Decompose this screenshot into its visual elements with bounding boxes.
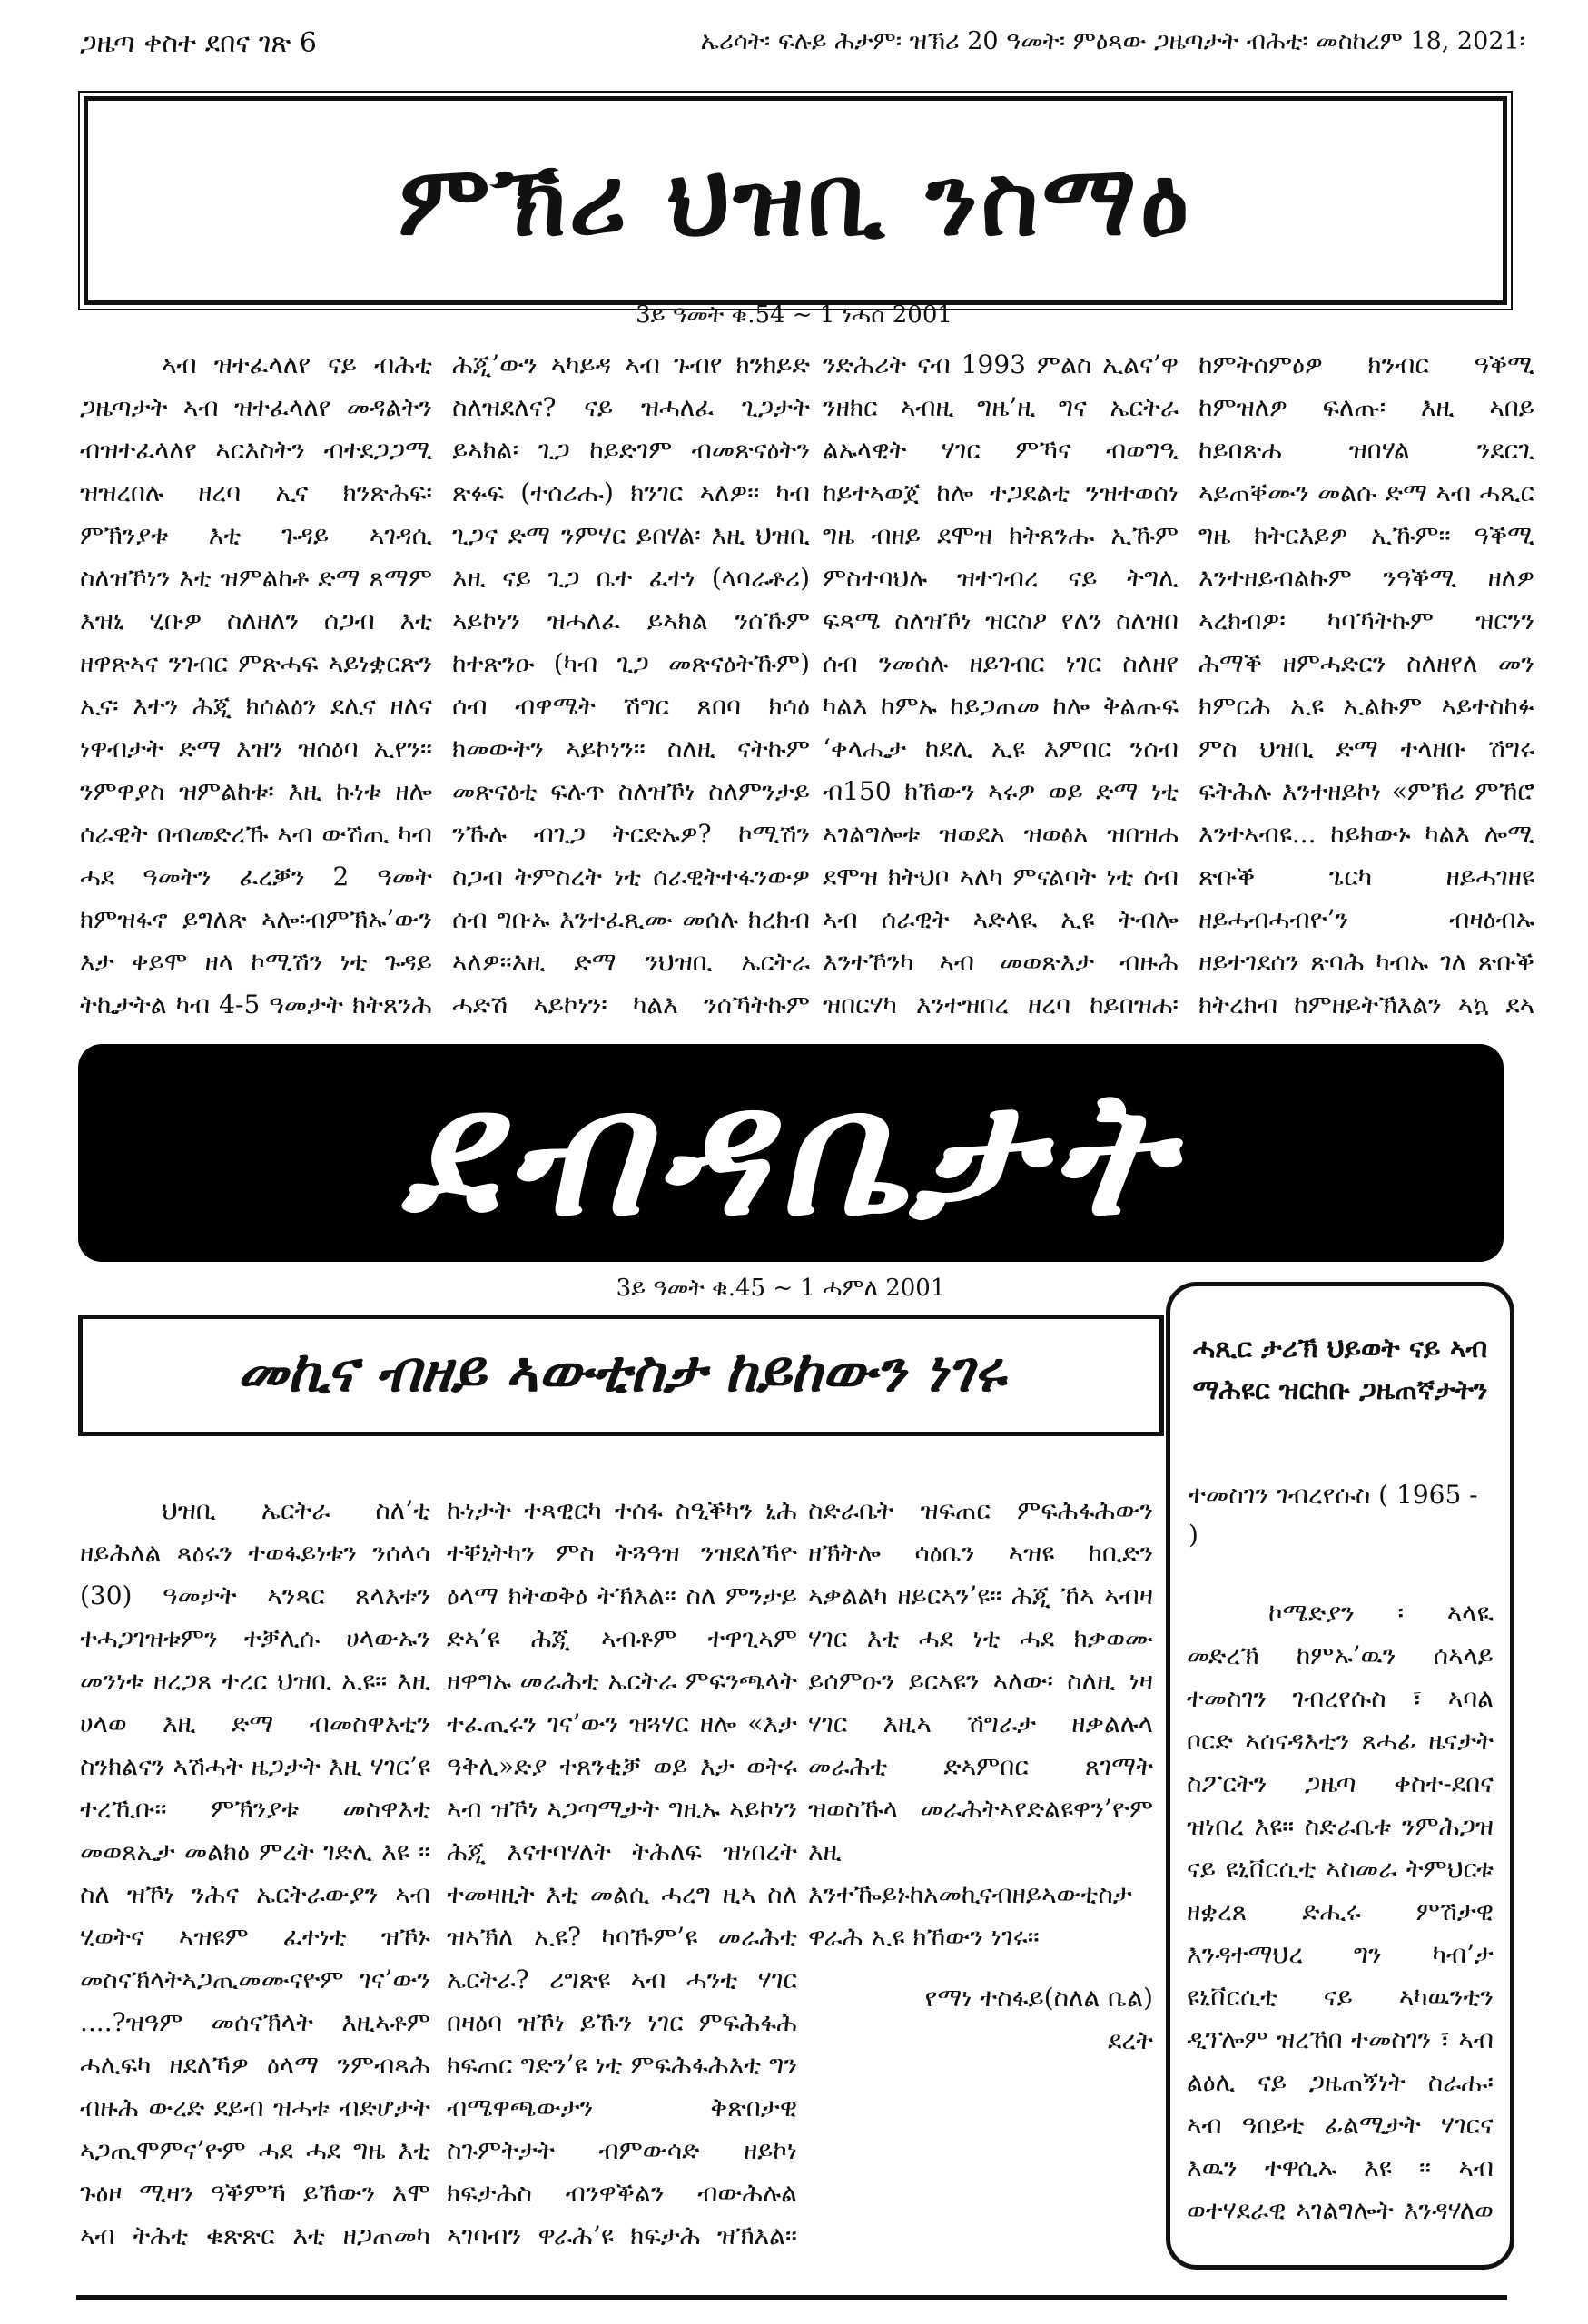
- issue-line: 3ይ ዓመት ቁ.54 ~ 1 ነሓሰ 2001: [636, 301, 952, 329]
- article-title: መኪና ብዘይ ኣውቲስታ ከይከውን ነገሩ: [236, 1338, 1006, 1404]
- page-header-left: ጋዜጣ ቀስተ ደበና ገጽ 6: [80, 27, 317, 59]
- section-title-box: [84, 96, 1507, 305]
- sidebar-title: ሓጺር ታሪኽ ህይወት ናይ ኣብ ማሕዩር ዝርከቡ ጋዜጠኛታትን: [1192, 1333, 1488, 1406]
- article-title-box: [78, 1315, 1164, 1436]
- bottom-rule: [76, 2295, 1507, 2300]
- biography-sidebar: [1166, 1282, 1514, 2270]
- sidebar-text: ኮሜድያን ፡ ኣላዪ መድረኽ ከምኡ’ዉን ሰኣላይ ተመስገን ገብረየሱስ ፣ ኣባል ቦርድ ኣሰናዳእቲን ጸሓፊ ዜናታት ስፖርትን ጋዜጣ ቀስተ-ደበና ዝነበረ እዩ። ስድራቤቱ ንምሕጋዝ ናይ ዩኒቨርሲቲ ኣስመራ ትምህርቱ ዘቋረጸ ድሒሩ ምሽታዊ እንዳተማህረ ግን ካብ’ታ ዩኒቨርሲቲ ናይ ኣካዉንቲን ዲፕሎም ዝረኸበ ተመስገን ፣ ኣብ ልዕሊ ናይ ጋዜጠኝነት ስራሑ፡ ኣብ ዓበይቲ ፊልሚታት ሃገርና እዉን ተዋሲኡ እዩ ። ኣብ ወተሃደራዊ ኣገልግሎት እንዳሃለወ: [1187, 1598, 1494, 2225]
- article-text: ንድሕሪት ናብ 1993 ምልስ ኢልና’ዋ ንዘክር ኣብዚ ግዜ’ዚ ግና ኤርትራ ልኡላዊት ሃገር ምኻና ብወግዒ ከይተኣወጀ ከሎ ተጋደልቲ ንዝተወሰነ ግዜ ብዘይ ደሞዝ ክትጸንሑ ኢኹም ምስተባህሉ ዝተገብረ ናይ ትግሊ ፍጻሜ ስለዝኾነ ዝርስዖ የለን ስለዝበ ሰብ ንመሰሉ ዘይገብር ነገር ስለዘየ ካልእ ከምኡ ከይጋጠመ ከሎ ቅልጡፍ ‘ቀላሒታ ከደሊ ኢዩ እምበር ንሰብ ብ150 ክኸውን ኣሩዎ ወይ ድማ ነቲ ኣገልግሎቱ ዝወደአ ዝወፅአ ዝበዝሐ ደሞዝ ክትህቦ ኣለካ ምናልባት ነቲ ሰብ ኣብ ሰራዊት ኣድላዪ ኢዩ ትብሎ እንተኾንካ ኣብ መወጽእታ ብዙሕ ዝበርሃካ እንተዝበረ ዘረባ ከይበዝሐ፡: [823, 350, 1179, 1019]
- section-title: ምኽሪ ህዝቢ ንስማዕ: [398, 143, 1193, 258]
- article-column-3: [808, 1489, 1153, 2260]
- article-column-1: [80, 343, 432, 1033]
- author-name: የማነ ተስፋይ(ስለል ቤል): [924, 1983, 1153, 2013]
- article-column-2: [447, 1489, 797, 2260]
- article-column-1: [80, 1489, 430, 2260]
- letters-banner: [78, 1044, 1504, 1262]
- page-header-right: ኤሪሳት፡ ፍሉይ ሕታም፡ ዝኽሪ 20 ዓመት፡ ምዕጻው ጋዜጣታት ብሕቲ፡ መስከረም 18, 2021፡: [700, 27, 1525, 55]
- article-text: ኩነታት ተጻዊርካ ተሰፋ ስዒቕካን ኒሕ ተቐኒትካን ምስ ትጓዓዝ ንዝደለኻዮ ዕላማ ክትወቅዕ ትኽእል። ስለ ምንታይ ድኣ’ዩ ሕጂ ኣብቶም ተዋጊኣም ዘዋግኡ መራሕቲ ኤርትራ ምፍንጫላት ተፈጢሩን ገና’ውን ዝጓሃር ዘሎ «እታ ዓቅሊ»ድያ ተጸንቂቓ ወይ እታ ወትሩ ኣብ ዝኾነ ኣጋጣሚታት ግዚኡ ኣይኮነን ሕጂ እናተባሃለት ትሕለፍ ዝነበረት ተመዛዚት እቲ መልሲ ሓረግ ዚኣ ስለ ዝኣኽለ ኢዩ? ካባኹም’ዩ መራሕቲ ኤርትራ? ሪግጽዩ ኣብ ሓንቲ ሃገር በዛዕባ ዝኾነ ይኹን ነገር ምፍሕፋሕ ክፍጠር ግድን’ዩ ነቲ ምፍሕፋሕእቲ ግን ብሜዋጫውታን ቅጽበታዊ ስጉምትታት ብምውሳድ ዘይኮነ ክፍታሕስ ብንዋቕልን ብውሕሉል ኣገባብን ዋራሕ’ዩ ክፍታሕ ዝኽእል።: [447, 1495, 797, 2250]
- banner-title: ደብዳቤታት: [400, 1051, 1181, 1254]
- article-column-4: [1198, 343, 1534, 1033]
- article-text: ከምትሰምዕዎ ክንብር ዓቕሚ ከምዝለዎ ፍለጡ፡ እዚ ኣበይ ከይበጽሐ ዝበሃል ንደርጊ ኣይጠቐሙን መልሱ ድማ ኣብ ሓጺር ግዜ ክትርእይዎ ኢኹም። ዓቕሚ እንተዘይብልኩም ንዓቕሚ ዘለዎ ኣረክብዎ፡ ካባኻትኩም ዝርንን ሕማቕ ዘምሓድርን ስለዘየለ መን ክምርሕ ኢዩ ኢልኩም ኣይተስከፉ ምስ ህዝቢ ድማ ተላዘቡ ሽግሩ ፍትሕሉ እንተዘይኮነ «ምኽሪ ምኸሮ እንተኣብዩ... ከይክውኑ ካልእ ሎሚ ጽቡቕ ጌርካ ዘይሓገዘዩ ዘይሓብሓብዮ’ን ብዛዕብኡ ዘይተገደሰን ጽባሕ ካብኡ ገለ ጽቡቕ ክትረክብ ከምዘይትኽእልን ኣኳ ደኣ: [1198, 350, 1534, 1019]
- sidebar-body: [1187, 1591, 1494, 2227]
- article-text: ህዝቢ ኤርትራ ስለ’ቲ ዘይሕለል ጻዕሩን ተወፋይነቱን ንሰላሳ (30) ዓመታት ኣንጻር ጸላእቱን ተሓጋገዝቱምን ተቓሊሱ ሀላውኡን መንነቱ ዘረጋጸ ተረር ህዝቢ ኢዩ። እዚ ሀላወ እዚ ድማ ብመስዋእቲን ስንክልናን ኣሽሓት ዜጋታት እዚ ሃገር’ዩ ተረኺቡ። ምኽንያቱ መስዋእቲ መወጸኢታ መልክዕ ምረት ገድሊ እዩ ። ስለ ዝኾነ ንሕና ኤርትራውያን ኣብ ሂወትና ኣዝዩም ፈተነቲ ዝኾኑ መስናኽላትኣጋጢመሙናዮም ገና’ውን ....?ዝዓም መሰናኽላት እዚኣቶም ሓሊፍካ ዘደለኻዎ ዕላማ ንምብጻሕ ብዙሕ ውረድ ደይብ ዝሓቱ ብድሆታት ኣጋጢሞምና’ዮም ሓደ ሓደ ግዜ እቲ ጉዕዞ ሚዛን ዓቕምኻ ይኸውን እሞ ኣብ ትሕቲ ቁጽጽር እቲ ዘጋጠመካ: [80, 1495, 430, 2250]
- author-location: ደረት: [1108, 2025, 1153, 2055]
- article-text: ሕጂ’ውን ኣካይዳ ኣብ ጉብየ ክንክይድ ስለዝደለና? ናይ ዝሓለፈ ጊጋታት ይኣክል፡ ጊጋ ከይድገም ብመጽናዕትን ጽፉፍ (ተሰሪሑ) ክንገር ኣለዎ። ካብ ጊጋና ድማ ንምሃር ይበሃል፡ እዚ ህዝቢ እዚ ናይ ጊጋ ቤተ ፈተነ (ላባራቶሪ) ኣይኮነን ዝሓለፈ ይኣክል ንሰኹም ከተጽንዑ (ካብ ጊጋ መጽናዕትኹም) ሰብ ብዋሜት ሽግር ጸበባ ክሳዕ ክመውትን ኣይኮነን። ስለዚ ናትኩም መጽናዕቲ ፍሉጥ ስለዝኾነ ስለምንታይ ንኹሉ ብጊጋ ትርድኡዎ? ኮሚሽን ስጋብ ትምስረት ነቲ ሰራዊትተፋንውዎ ሰብ ግቡኡ እንተፈጺሙ መሰሉ ክረክብ ኣለዎ።እዚ ድማ ንህዝቢ ኤርትራ ሓድሽ ኣይኮነን፡ ካልእ ንሰኻትኩም: [452, 350, 810, 1019]
- article-column-3: [823, 343, 1179, 1033]
- article-text: ስድራቤት ዝፍጠር ምፍሕፋሕውን ዘኽትሎ ሳዕቤን ኣዝዩ ከቢድን ኣቃልልካ ዘይርኣን’ዩ። ሕጂ ኸኣ ኣብዛ ሃገር እቲ ሓደ ነቲ ሓደ ክቃወሙ ይሰምዑን ይርኣዩን ኣለው፡ ስለዚ ነዛ ሃገር እዚኣ ሽግራታ ዘቃልሉላ መራሕቲ ድኣምበር ጸገማት ዝወስኹላ መራሕትኣየድልዩዋን’ዮም እዚ እንተዀይኑከአመኪናብዘይኣውቲስታ ዋራሕ ኢዩ ክኸውን ነገሩ።: [808, 1495, 1153, 1952]
- sidebar-name-line: ተመስገን ገብረየሱስ ( 1965 - ): [1189, 1480, 1478, 1550]
- article-text: ኣብ ዝተፈላለየ ናይ ብሕቲ ጋዜጣታት ኣብ ዝተፈላለየ መዳልትን ብዝተፈላለየ ኣርእስትን ብተደጋጋሚ ዝዝረበሉ ዘረባ ኢና ክንጽሕፍ፡ ምኽንያቱ እቲ ጉዳይ ኣገዳሲ ስለዝኾነን እቲ ዝምልከቶ ድማ ጸማም እዝኒ ሂቡዎ ስለዘለን ሰጋብ እቲ ዘዋጽኣና ንገብር ምጽሓፍ ኣይነቋርጽን ኢና፡ እተን ሕጂ ክሰልዕን ደሊና ዘለና ነዋብታት ድማ እዝን ዝሰዕባ ኢየን። ንምዋያስ ዝምልከቱ፡ እዚ ኩነቱ ዘሎ ሰራዊት በብመድረኹ ኣብ ውሽጢ ካብ ሓደ ዓመትን ፈረቓን 2 ዓመት ክምዝፋኖ ይግለጽ ኣሎ፡ብምኽኡ’ውን እታ ቀይሞ ዘላ ኮሚሽን ነቲ ጉዳይ ትኪታትል ካብ 4-5 ዓመታት ክትጸንሕ: [80, 350, 432, 1019]
- issue-line: 3ይ ዓመት ቁ.45 ~ 1 ሓምለ 2001: [616, 1275, 946, 1302]
- article-column-2: [452, 343, 810, 1033]
